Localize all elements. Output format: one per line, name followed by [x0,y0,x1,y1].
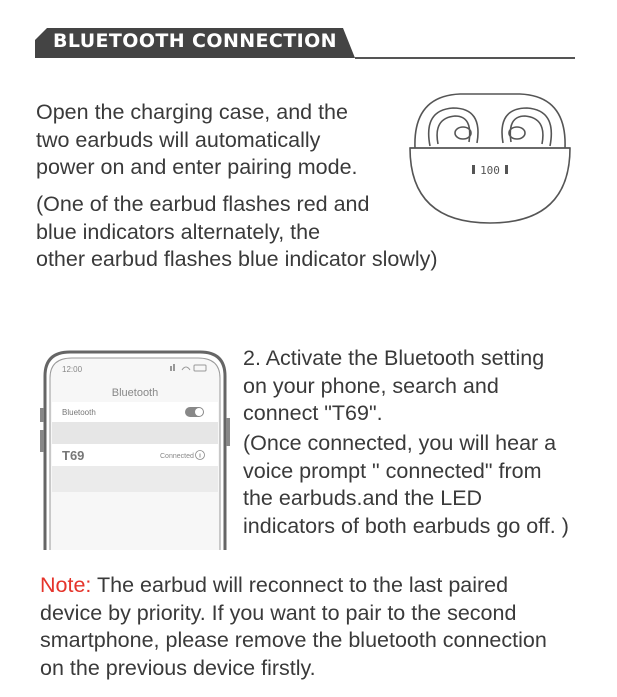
step2-detail-line: (Once connected, you will hear a [243,431,557,455]
bluetooth-toggle-switch[interactable] [185,407,204,417]
note-line: smartphone, please remove the bluetooth connection [40,628,547,652]
note-line: on the previous device firstly. [40,655,316,680]
step1-detail-line: other earbud flashes blue indicator slowly) [36,247,438,271]
step1-line: power on and enter pairing mode. [36,155,358,179]
phone-illustration [40,348,230,550]
step2-detail [243,430,569,540]
bluetooth-toggle-label: Bluetooth [62,408,96,417]
step2-line: 2. Activate the Bluetooth setting [243,346,545,370]
step1-line: Open the charging case, and the [36,100,348,124]
device-status: Connected [160,453,194,460]
step1-detail-line: blue indicators alternately, the [36,219,321,244]
step1-instruction [36,99,358,182]
header-rule [355,57,575,59]
phone-time: 12:00 [62,365,83,374]
step1-detail-line: (One of the earbud flashes red and [36,192,370,216]
note-label: Note: [40,573,92,597]
section-header [35,28,355,58]
note-line: The earbud will reconnect to the last paired [91,573,509,597]
step2-detail-line: indicators of both earbuds go off. ) [243,513,569,538]
step1-line: two earbuds will automatically [36,127,321,152]
led-display [472,164,508,177]
step2-detail-line: voice prompt " connected" from [243,458,542,483]
note-line: device by priority. If you want to pair to the second [40,600,517,625]
note-paragraph [40,572,547,682]
charging-case-illustration [405,88,575,228]
step2-detail-line: the earbuds.and the LED [243,486,483,510]
battery-level-readout: 100 [480,164,500,177]
step2-instruction [243,345,544,428]
phone-screen-title: Bluetooth [111,387,159,399]
section-title: BLUETOOTH CONNECTION [53,30,337,52]
step2-line: on your phone, search and [243,373,499,398]
step2-line: connect "T69". [243,401,383,425]
step1-detail [36,191,438,274]
device-name: T69 [62,448,85,463]
